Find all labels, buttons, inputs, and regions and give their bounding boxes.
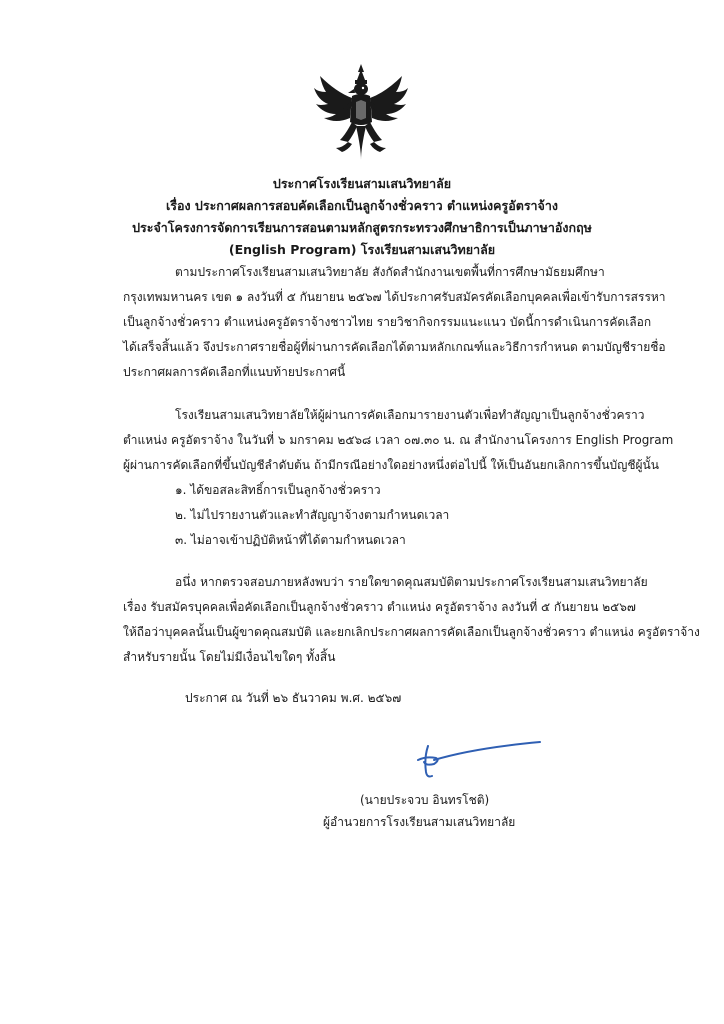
paragraph-line: ผู้ผ่านการคัดเลือกที่ขึ้นบัญชีลำดับต้น ถ้ามีกรณีอย่างใดอย่างหนึ่งต่อไปนี้ ให้เป็นอันยกเลิกการขึ้นบัญชีผู้นั้น [123,458,659,472]
list-item: ๒. ไม่ไปรายงานตัวและทำสัญญาจ้างตามกำหนดเวลา [175,508,450,522]
garuda-emblem-icon [312,62,410,162]
announcement-date: ประกาศ ณ วันที่ ๒๖ ธันวาคม พ.ศ. ๒๕๖๗ [185,691,402,705]
paragraph-line: ได้เสร็จสิ้นแล้ว จึงประกาศรายชื่อผู้ที่ผ่านการคัดเลือกได้ตามหลักเกณฑ์และวิธีการกำหนด ตามบัญชีรายชื่อ [123,340,666,354]
paragraph-line: กรุงเทพมหานคร เขต ๑ ลงวันที่ ๕ กันยายน ๒๕๖๗ ได้ประกาศรับสมัครคัดเลือกบุคคลเพื่อเข้ารับการสรรหา [123,290,666,304]
list-item: ๓. ไม่อาจเข้าปฏิบัติหน้าที่ได้ตามกำหนดเวลา [175,533,406,547]
signatory-position: ผู้อำนวยการโรงเรียนสามเสนวิทยาลัย [323,815,516,829]
signatory-name: (นายประจวบ อินทรโชติ) [360,793,490,807]
paragraph-line: ตามประกาศโรงเรียนสามเสนวิทยาลัย สังกัดสำนักงานเขตพื้นที่การศึกษามัธยมศึกษา [175,265,605,279]
document-subject-line3: (English Program) โรงเรียนสามเสนวิทยาลัย [228,242,496,257]
paragraph-line: เรื่อง รับสมัครบุคคลเพื่อคัดเลือกเป็นลูกจ้างชั่วคราว ตำแหน่ง ครูอัตราจ้าง ลงวันที่ ๕ กันยายน ๒๕๖๗ [123,600,636,614]
paragraph-line: ประกาศผลการคัดเลือกที่แนบท้ายประกาศนี้ [123,365,346,379]
paragraph-line: สำหรับรายนั้น โดยไม่มีเงื่อนไขใดๆ ทั้งสิ้น [123,650,336,664]
document-subject-line2: ประจำโครงการจัดการเรียนการสอนตามหลักสูตรกระทรวงศึกษาธิการเป็นภาษาอังกฤษ [132,220,592,235]
document-subject: เรื่อง ประกาศผลการสอบคัดเลือกเป็นลูกจ้างชั่วคราว ตำแหน่งครูอัตราจ้าง [165,198,559,213]
paragraph-line: เป็นลูกจ้างชั่วคราว ตำแหน่งครูอัตราจ้างชาวไทย รายวิชากิจกรรมแนะแนว บัดนี้การดำเนินการคัดเลือก [123,315,652,329]
paragraph-line: อนึ่ง หากตรวจสอบภายหลังพบว่า รายใดขาดคุณสมบัติตามประกาศโรงเรียนสามเสนวิทยาลัย [175,575,648,589]
paragraph-line: ให้ถือว่าบุคคลนั้นเป็นผู้ขาดคุณสมบัติ และยกเลิกประกาศผลการคัดเลือกเป็นลูกจ้างชั่วคราว ตำแหน่ง ครูอัตราจ้าง [123,625,700,639]
document-title: ประกาศโรงเรียนสามเสนวิทยาลัย [272,176,452,191]
handwritten-signature-icon [404,738,544,784]
list-item: ๑. ได้ขอสละสิทธิ์การเป็นลูกจ้างชั่วคราว [175,483,381,497]
paragraph-line: ตำแหน่ง ครูอัตราจ้าง ในวันที่ ๖ มกราคม ๒๕๖๘ เวลา ๐๗.๓๐ น. ณ สำนักงานโครงการ English Program [123,433,674,447]
paragraph-line: โรงเรียนสามเสนวิทยาลัยให้ผู้ผ่านการคัดเลือกมารายงานตัวเพื่อทำสัญญาเป็นลูกจ้างชั่วคราว [175,408,645,422]
